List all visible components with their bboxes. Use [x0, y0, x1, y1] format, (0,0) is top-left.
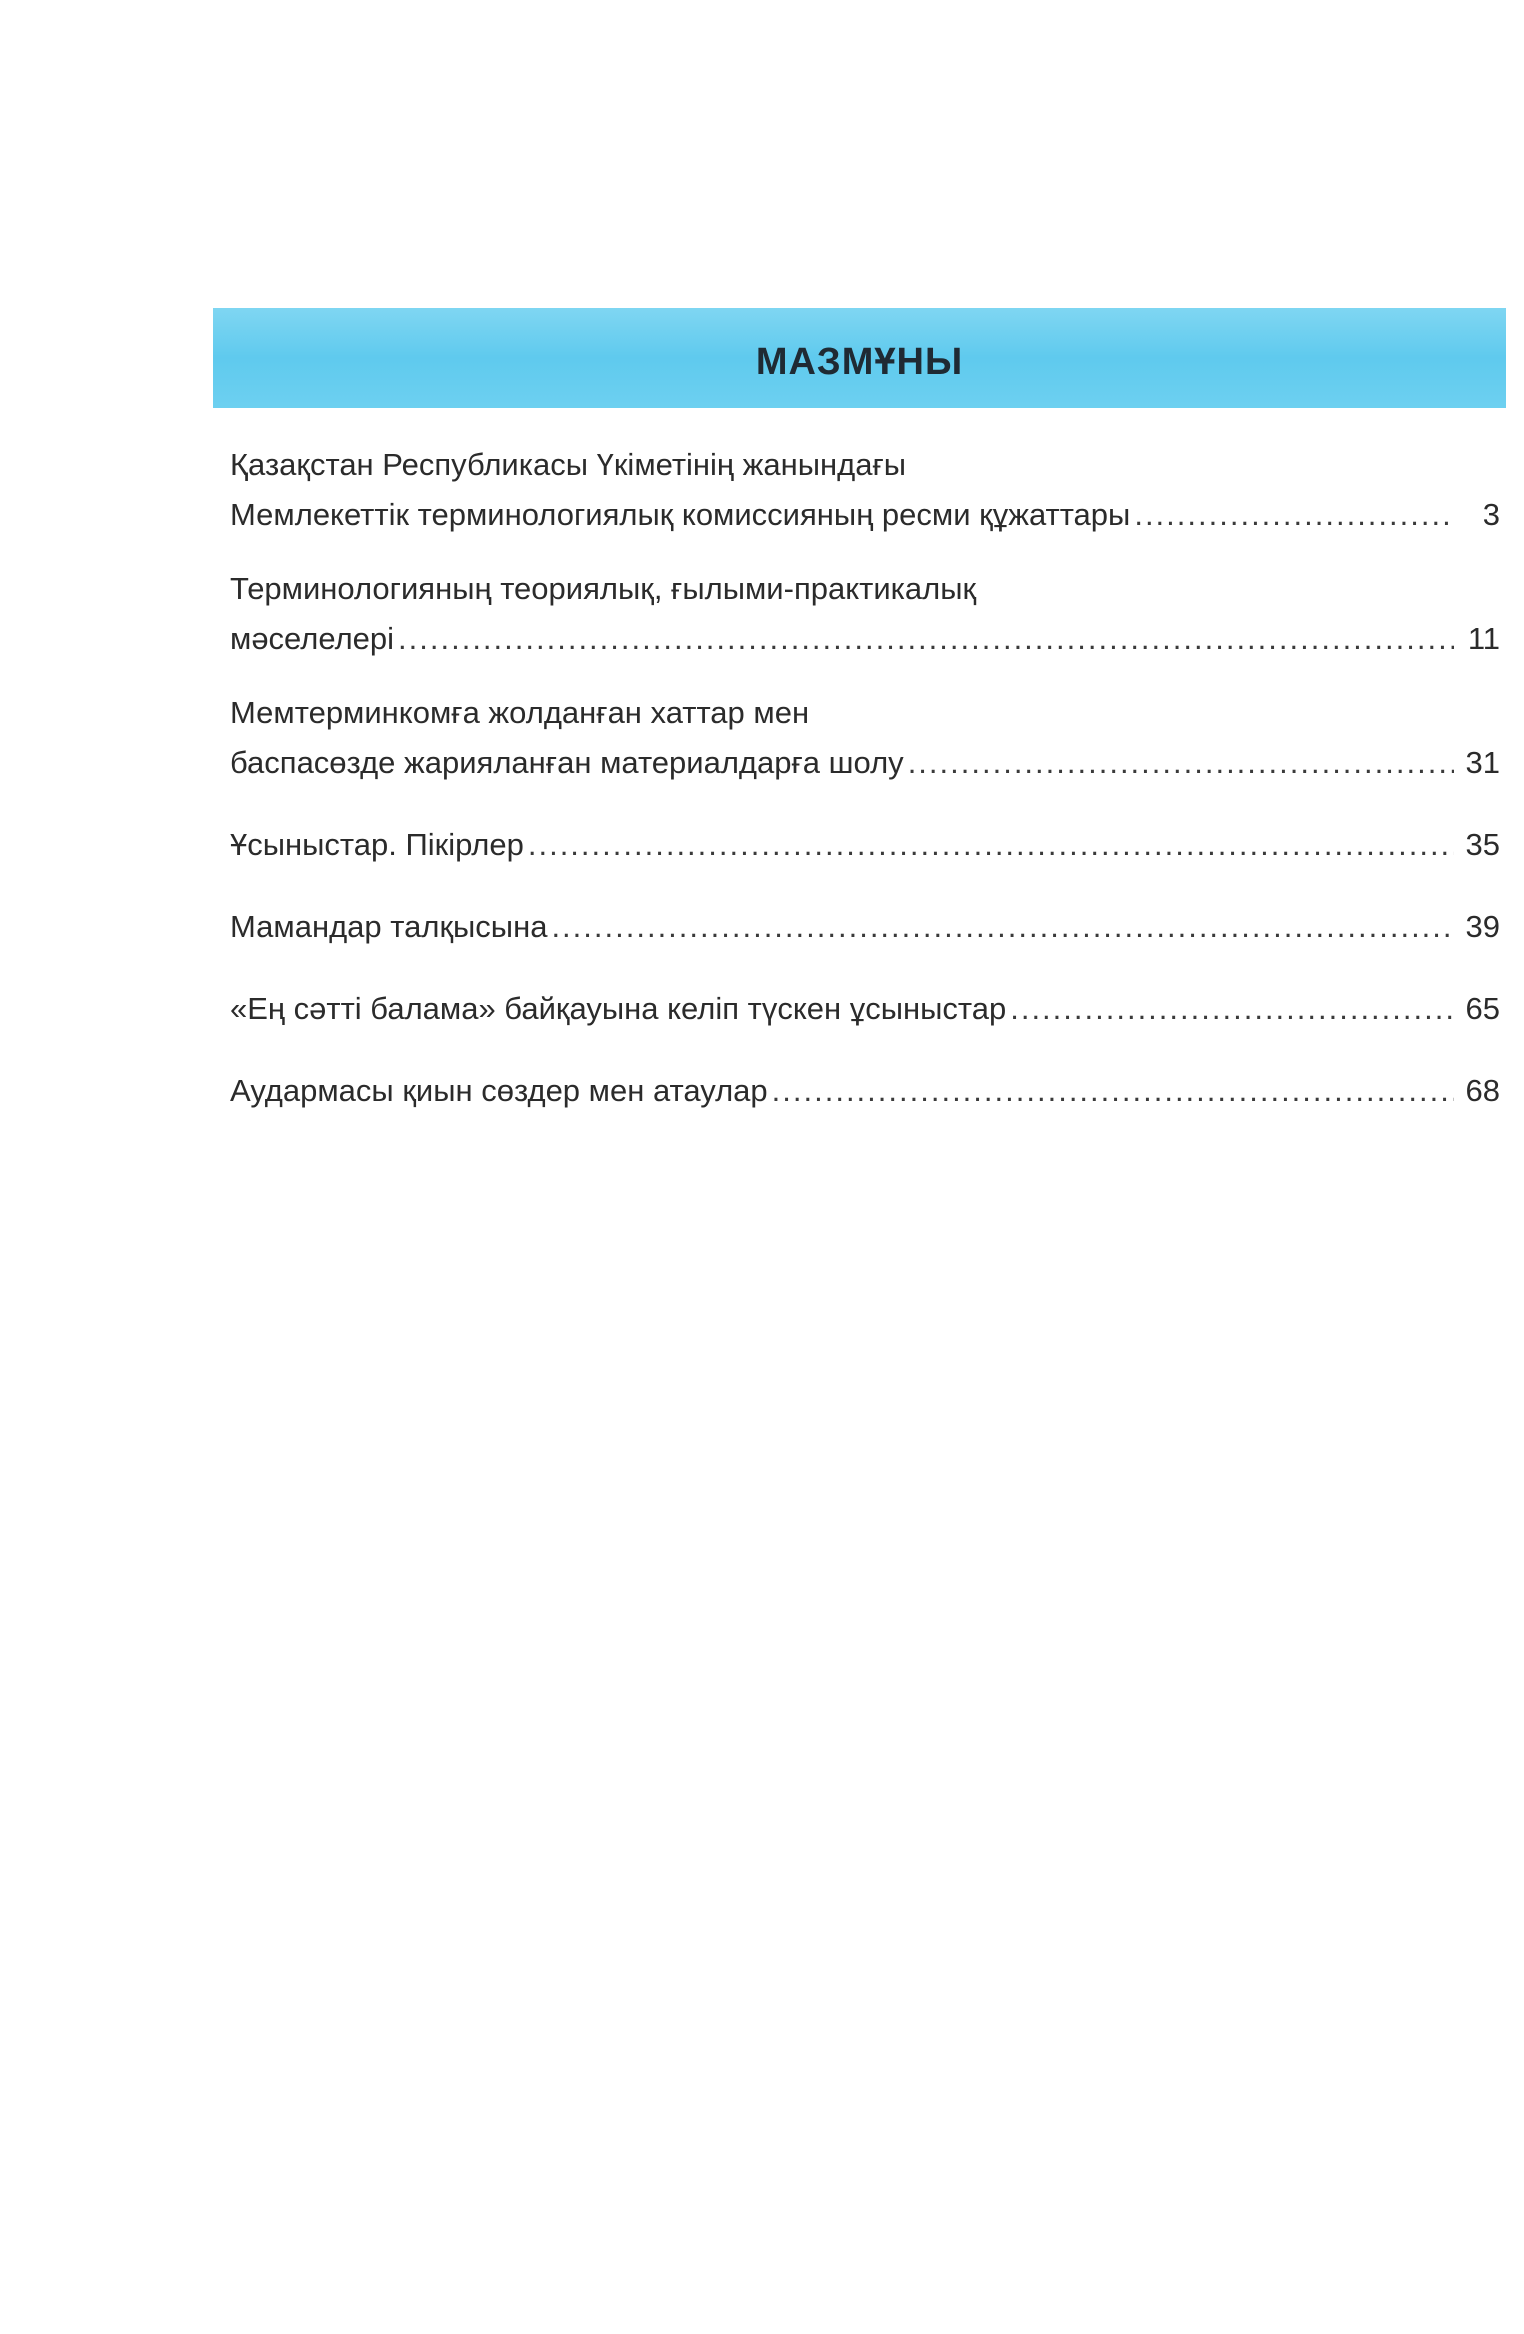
toc-entry-title: Мемтерминкомға жолданған хаттар мен — [230, 695, 810, 730]
dot-leader — [908, 738, 1454, 788]
toc-entry-first-line — [230, 440, 1500, 490]
toc-entry-line — [230, 1066, 1500, 1116]
toc-page-number: 35 — [1465, 827, 1500, 862]
toc-entry[interactable] — [230, 1066, 1500, 1116]
toc-entry-last-line — [230, 738, 1500, 788]
toc-entry-line — [230, 984, 1500, 1034]
toc-page-number: 68 — [1465, 1073, 1500, 1108]
toc-entry-title: Қазақстан Республикасы Үкіметінің жанындағы — [230, 447, 907, 482]
toc-entry-last-line — [230, 490, 1500, 540]
dot-leader — [1010, 984, 1454, 1034]
toc-entry-title: «Ең сәтті балама» байқауына келіп түскен ұсыныстар — [230, 991, 1007, 1026]
toc-entry-line — [230, 902, 1500, 952]
toc-entry-title-continued: баспасөзде жарияланған материалдарға шолу — [230, 745, 904, 780]
toc-entry-last-line — [230, 614, 1500, 664]
dot-leader — [551, 902, 1454, 952]
toc-entry-title-continued: Мемлекеттік терминологиялық комиссияның ресми құжаттары — [230, 497, 1131, 532]
toc-page-number: 11 — [1467, 621, 1500, 656]
toc-entry[interactable] — [230, 984, 1500, 1034]
toc-page-number: 39 — [1465, 909, 1500, 944]
toc-entry-title-continued: мәселелері — [230, 621, 395, 656]
toc-entry[interactable] — [230, 440, 1500, 540]
dot-leader — [528, 820, 1454, 870]
toc-entry-first-line — [230, 564, 1500, 614]
table-of-contents — [230, 440, 1500, 1116]
toc-page-number: 3 — [1482, 497, 1500, 532]
toc-entry[interactable] — [230, 902, 1500, 952]
toc-entry[interactable] — [230, 564, 1500, 664]
toc-entry[interactable] — [230, 688, 1500, 788]
toc-entry[interactable] — [230, 820, 1500, 870]
dot-leader — [1134, 490, 1454, 540]
toc-entry-title: Мамандар талқысына — [230, 909, 548, 944]
dot-leader — [398, 614, 1454, 664]
toc-page-number: 31 — [1465, 745, 1500, 780]
page-title: МАЗМҰНЫ — [755, 340, 964, 383]
toc-page-number: 65 — [1465, 991, 1500, 1026]
toc-entry-title: Аудармасы қиын сөздер мен атаулар — [230, 1073, 768, 1108]
title-banner — [213, 308, 1506, 408]
toc-entry-title: Терминологияның теориялық, ғылыми-практикалық — [230, 571, 977, 606]
toc-entry-title: Ұсыныстар. Пікірлер — [230, 827, 524, 862]
toc-entry-line — [230, 820, 1500, 870]
dot-leader — [772, 1066, 1454, 1116]
toc-entry-first-line — [230, 688, 1500, 738]
